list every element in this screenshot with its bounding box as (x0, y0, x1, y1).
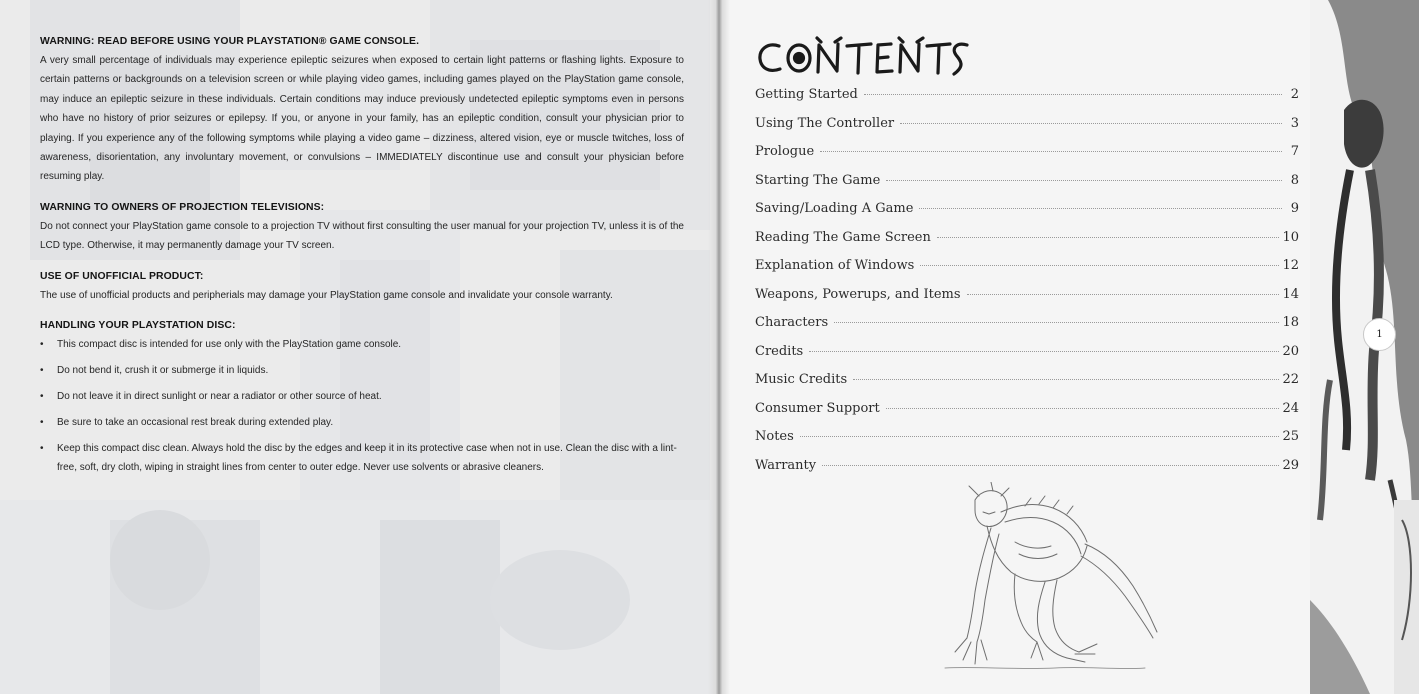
dot-leader (834, 322, 1279, 323)
toc-entry-label: Prologue (755, 144, 815, 159)
toc-entry-page: 8 (1290, 172, 1299, 188)
dot-leader (800, 436, 1280, 437)
dot-leader (886, 408, 1280, 409)
bullet-icon: • (40, 339, 44, 351)
list-item-text: Be sure to take an occasional rest break during extended play. (57, 417, 334, 429)
disc-handling-list (40, 335, 684, 478)
epilepsy-warning-body: A very small percentage of individuals may experience epileptic seizures when exposed to certain light patterns or flashing lights. Exposure to certain patterns or backgrounds on a television screen or while playing video games, including games played on the PlayStation game console, may induce an epileptic seizure in these individuals. Certain conditions may induce previously undetected epileptic symptoms even in persons who have no history of prior seizures or epilepsy. If you, or anyone in your family, has an epileptic condition, consult your physician prior to playing. If you experience any of the following symptoms while playing a video game – dizziness, altered vision, eye or muscle twitches, loss of awareness, disorientation, any involuntary movement, or convulsions – IMMEDIATELY discontinue use and consult your physician before resuming play. (40, 55, 684, 183)
bullet-icon: • (40, 365, 44, 377)
toc-entry-music-credits (755, 372, 1299, 401)
page-number: 1 (1376, 329, 1383, 340)
toc-entry-credits (755, 344, 1299, 373)
toc-entry-page: 20 (1282, 343, 1299, 359)
toc-entry-label: Using The Controller (755, 115, 895, 131)
projection-tv-warning (40, 202, 684, 256)
list-item (40, 387, 684, 406)
toc-entry-label: Consumer Support (755, 400, 880, 416)
table-of-contents (755, 87, 1299, 486)
toc-entry-consumer-support (755, 401, 1299, 430)
toc-entry-label: Reading The Game Screen (755, 229, 931, 245)
creature-sketch-illustration (935, 482, 1165, 682)
unofficial-product-heading: USE OF UNOFFICIAL PRODUCT: (40, 270, 204, 282)
dot-leader (822, 465, 1279, 466)
dot-leader (920, 265, 1279, 266)
toc-entry-label: Weapons, Powerups, and Items (755, 286, 961, 302)
epilepsy-warning (40, 36, 684, 187)
toc-entry-page: 24 (1282, 400, 1299, 416)
toc-entry-reading-the-game-screen (755, 230, 1299, 259)
toc-entry-label: Saving/Loading A Game (755, 201, 914, 216)
toc-entry-page: 18 (1282, 315, 1299, 330)
toc-entry-label: Characters (755, 315, 829, 330)
book-spine (708, 0, 730, 694)
dot-leader (937, 237, 1280, 238)
dot-leader (864, 94, 1282, 95)
dot-leader (919, 208, 1282, 209)
toc-entry-using-the-controller (755, 116, 1299, 145)
list-item-text: Keep this compact disc clean. Always hold the disc by the edges and keep it in its protective case when not in use. Clean the disc with a lint-free, soft, dry cloth, wiping in straight lines from center to outer edge. Never use solvents or abrasive cleaners. (57, 443, 677, 474)
toc-entry-page: 10 (1282, 229, 1299, 245)
toc-entry-label: Getting Started (755, 87, 858, 102)
toc-entry-page: 2 (1290, 87, 1299, 102)
projection-tv-warning-heading: WARNING TO OWNERS OF PROJECTION TELEVISIONS: (40, 201, 325, 213)
disc-handling-section (40, 320, 684, 478)
list-item-text: Do not bend it, crush it or submerge it in liquids. (57, 365, 269, 377)
bullet-icon: • (40, 443, 44, 455)
toc-entry-page: 3 (1290, 115, 1299, 131)
toc-entry-page: 22 (1282, 372, 1299, 387)
warning-text-block (40, 36, 684, 493)
toc-entry-characters (755, 315, 1299, 344)
dot-leader (809, 351, 1279, 352)
toc-entry-page: 9 (1290, 201, 1299, 216)
toc-entry-saving-loading (755, 201, 1299, 230)
toc-entry-label: Warranty (755, 457, 817, 473)
toc-entry-page: 14 (1282, 286, 1299, 302)
list-item-text: This compact disc is intended for use only with the PlayStation game console. (57, 339, 402, 351)
contents-title-logo (755, 36, 971, 80)
cover-artwork-strip (1310, 0, 1419, 694)
toc-entry-prologue (755, 144, 1299, 173)
toc-entry-starting-the-game (755, 173, 1299, 202)
dot-leader (900, 123, 1282, 124)
toc-entry-explanation-of-windows (755, 258, 1299, 287)
dot-leader (886, 180, 1282, 181)
toc-entry-notes (755, 429, 1299, 458)
bullet-icon: • (40, 391, 44, 403)
disc-handling-heading: HANDLING YOUR PLAYSTATION DISC: (40, 320, 236, 332)
toc-entry-label: Explanation of Windows (755, 258, 915, 273)
list-item (40, 335, 684, 354)
list-item (40, 361, 684, 380)
list-item (40, 413, 684, 432)
toc-entry-page: 7 (1290, 144, 1299, 159)
toc-entry-page: 29 (1282, 457, 1299, 473)
toc-entry-page: 25 (1282, 429, 1299, 444)
toc-entry-weapons-powerups-items (755, 287, 1299, 316)
projection-tv-warning-body: Do not connect your PlayStation game console to a projection TV without first consulting the user manual for your projection TV, unless it is of the LCD type. Otherwise, it may permanently damage your TV screen. (40, 220, 684, 252)
list-item-text: Do not leave it in direct sunlight or near a radiator or other source of heat. (57, 391, 382, 403)
bullet-icon: • (40, 417, 44, 429)
list-item (40, 439, 684, 478)
toc-entry-label: Starting The Game (755, 172, 881, 188)
dot-leader (853, 379, 1279, 380)
epilepsy-warning-heading: WARNING: READ BEFORE USING YOUR PLAYSTATION® GAME CONSOLE. (40, 36, 420, 47)
dot-leader (820, 151, 1282, 152)
toc-entry-getting-started (755, 87, 1299, 116)
toc-entry-label: Music Credits (755, 372, 848, 387)
unofficial-product-body: The use of unofficial products and peripherials may damage your PlayStation game console and invalidate your console warranty. (40, 289, 613, 301)
page-number-badge (1363, 318, 1396, 351)
toc-entry-label: Notes (755, 429, 794, 444)
toc-entry-page: 12 (1282, 258, 1299, 273)
dot-leader (967, 294, 1280, 295)
toc-entry-label: Credits (755, 343, 804, 359)
unofficial-product-warning (40, 271, 684, 305)
